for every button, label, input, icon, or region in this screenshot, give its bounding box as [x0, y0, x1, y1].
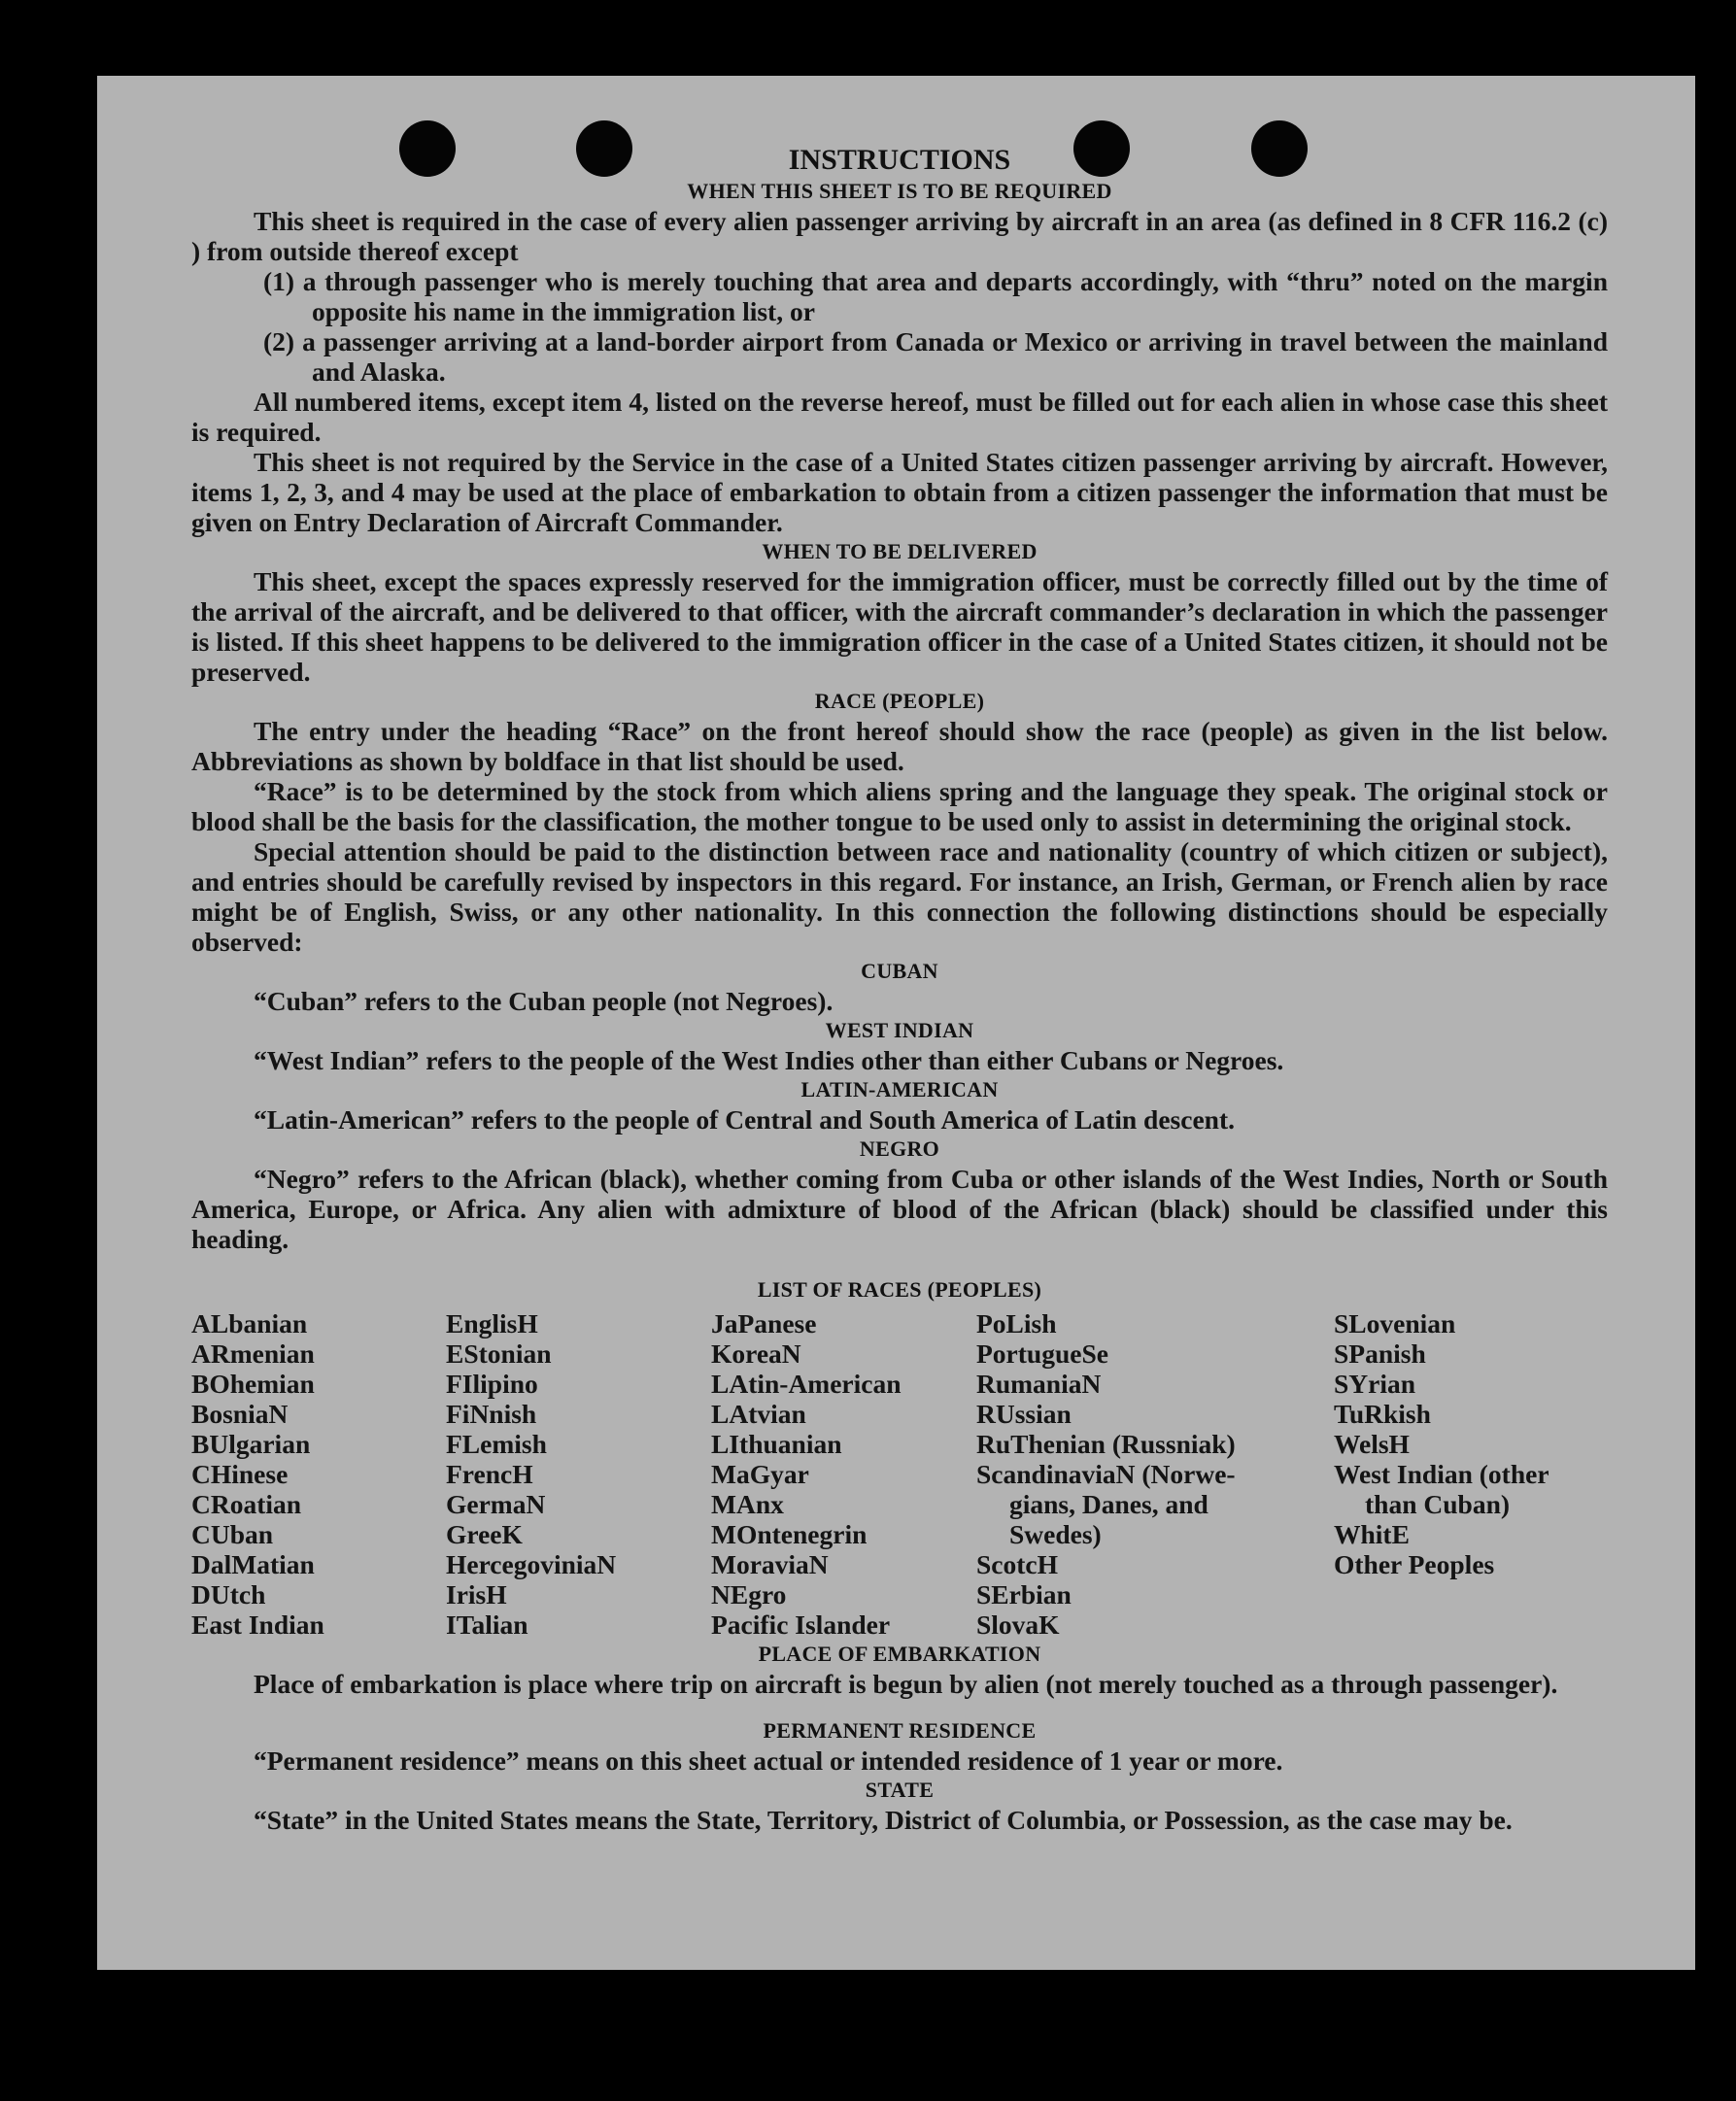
race-entry: HercegoviniaN: [446, 1549, 617, 1579]
races-column: [711, 1308, 976, 1640]
race-entry: SPanish: [1334, 1339, 1426, 1369]
paragraph: “Race” is to be determined by the stock from which aliens spring and the language they speak. The original stock or blood shall be the basis for the classification, the mother tongue to be used only to assist in determining the original stock.: [191, 776, 1608, 836]
race-entry: BOhemian: [191, 1369, 315, 1399]
section-heading: PLACE OF EMBARKATION: [758, 1642, 1041, 1666]
section-heading: STATE: [865, 1778, 935, 1802]
race-entry: CRoatian: [191, 1489, 302, 1519]
race-entry: MAnx: [711, 1489, 784, 1519]
race-entry: KoreaN: [711, 1339, 801, 1369]
race-entry: MoraviaN: [711, 1549, 829, 1579]
race-entry: SLovenian: [1334, 1308, 1456, 1339]
race-entry: BosniaN: [191, 1399, 289, 1429]
race-entry: GreeK: [446, 1519, 523, 1549]
race-entry: ITalian: [446, 1610, 528, 1640]
race-entry: NEgro: [711, 1579, 787, 1610]
race-entry: SlovaK: [976, 1610, 1060, 1640]
race-entry: EnglisH: [446, 1308, 538, 1339]
section-heading: RACE (PEOPLE): [814, 689, 985, 713]
list-item: (1) a through passenger who is merely touching that area and departs accordingly, with “thru” noted on the margin opposite his name in the immigration list, or: [263, 266, 1608, 326]
race-entry: ScotcH: [976, 1549, 1059, 1579]
paragraph: This sheet is required in the case of every alien passenger arriving by aircraft in an area (as defined in 8 CFR 116.2 (c) ) from outside thereof except: [191, 206, 1608, 266]
races-column: [1334, 1308, 1625, 1640]
race-entry: LAtvian: [711, 1399, 806, 1429]
section-heading: LIST OF RACES (PEOPLES): [757, 1277, 1042, 1302]
race-entry: RuThenian (Russniak): [976, 1429, 1236, 1459]
punch-hole: [576, 120, 632, 177]
paragraph: This sheet, except the spaces expressly reserved for the immigration officer, must be correctly filled out by the time of the arrival of the aircraft, and be delivered to that officer, with the aircraft commander’s declaration in which the passenger is listed. If this sheet happens to be delivered to the immigration officer in the case of a United States citizen, it should not be preserved.: [191, 566, 1608, 687]
races-column: [191, 1308, 446, 1640]
paragraph: The entry under the heading “Race” on the front hereof should show the race (people) as given in the list below. Abbreviations as shown by boldface in that list should be used.: [191, 716, 1608, 776]
race-entry: WhitE: [1334, 1519, 1410, 1549]
race-entry: CUban: [191, 1519, 274, 1549]
list-item: (2) a passenger arriving at a land-border airport from Canada or Mexico or arriving in travel between the mainland and Alaska.: [263, 326, 1608, 387]
race-entry: ScandinaviaN (Norwe-: [976, 1459, 1236, 1489]
race-entry: DalMatian: [191, 1549, 315, 1579]
section-heading: WEST INDIAN: [825, 1018, 974, 1042]
section-heading: LATIN-AMERICAN: [800, 1077, 999, 1101]
race-entry: BUlgarian: [191, 1429, 311, 1459]
race-entry: SYrian: [1334, 1369, 1416, 1399]
punch-hole: [399, 120, 456, 177]
race-entry: LAtin-American: [711, 1369, 902, 1399]
race-entry: DUtch: [191, 1579, 266, 1610]
races-column: [446, 1308, 711, 1640]
paragraph: Place of embarkation is place where trip on aircraft is begun by alien (not merely touched as a through passenger).: [254, 1669, 1558, 1699]
race-entry: ARmenian: [191, 1339, 315, 1369]
paragraph: “State” in the United States means the State, Territory, District of Columbia, or Possession, as the case may be.: [254, 1805, 1513, 1835]
race-entry: Swedes): [1009, 1519, 1102, 1549]
race-entry: West Indian (other: [1334, 1459, 1549, 1489]
race-entry: East Indian: [191, 1610, 324, 1640]
race-entry: SErbian: [976, 1579, 1072, 1610]
race-entry: Other Peoples: [1334, 1549, 1495, 1579]
race-entry: than Cuban): [1365, 1489, 1511, 1519]
race-entry: FiNnish: [446, 1399, 537, 1429]
race-entry: FrencH: [446, 1459, 533, 1489]
paragraph: “Cuban” refers to the Cuban people (not Negroes).: [254, 986, 834, 1016]
race-entry: FIlipino: [446, 1369, 538, 1399]
race-entry: MaGyar: [711, 1459, 809, 1489]
race-entry: PortugueSe: [976, 1339, 1108, 1369]
race-entry: GermaN: [446, 1489, 546, 1519]
section-heading: WHEN THIS SHEET IS TO BE REQUIRED: [687, 179, 1112, 203]
section-heading: CUBAN: [861, 959, 938, 983]
race-entry: RUssian: [976, 1399, 1072, 1429]
paragraph: All numbered items, except item 4, listed on the reverse hereof, must be filled out for each alien in whose case this sheet is required.: [191, 387, 1608, 447]
race-entry: PoLish: [976, 1308, 1057, 1339]
race-entry: MOntenegrin: [711, 1519, 868, 1549]
race-entry: CHinese: [191, 1459, 289, 1489]
race-entry: FLemish: [446, 1429, 547, 1459]
race-entry: LIthuanian: [711, 1429, 842, 1459]
document-sheet: [97, 76, 1695, 1970]
race-entry: JaPanese: [711, 1308, 817, 1339]
race-entry: Pacific Islander: [711, 1610, 891, 1640]
races-column: [976, 1308, 1334, 1640]
paragraph: “West Indian” refers to the people of the West Indies other than either Cubans or Negroes.: [254, 1045, 1284, 1075]
paragraph: “Permanent residence” means on this sheet actual or intended residence of 1 year or more.: [254, 1745, 1283, 1776]
paragraph: This sheet is not required by the Service in the case of a United States citizen passenger arriving by aircraft. However, items 1, 2, 3, and 4 may be used at the place of embarkation to obtain from a citizen passenger the information that must be given on Entry Declaration of Aircraft Commander.: [191, 447, 1608, 537]
race-entry: gians, Danes, and: [1009, 1489, 1208, 1519]
section-heading: PERMANENT RESIDENCE: [763, 1718, 1037, 1743]
races-list: [191, 1308, 1608, 1640]
race-entry: ALbanian: [191, 1308, 308, 1339]
section-heading: WHEN TO BE DELIVERED: [762, 539, 1038, 563]
race-entry: WelsH: [1334, 1429, 1410, 1459]
paragraph: Special attention should be paid to the distinction between race and nationality (country of which citizen or subject), and entries should be carefully revised by inspectors in this regard. For instance, an Irish, German, or French alien by race might be of English, Swiss, or any other nationality. In this connection the following distinctions should be especially observed:: [191, 836, 1608, 957]
race-entry: RumaniaN: [976, 1369, 1102, 1399]
punch-hole: [1073, 120, 1130, 177]
punch-hole: [1251, 120, 1308, 177]
paragraph: “Negro” refers to the African (black), whether coming from Cuba or other islands of the West Indies, North or South America, Europe, or Africa. Any alien with admixture of blood of the African (black) should be classified under this heading.: [191, 1164, 1608, 1254]
page-title: INSTRUCTIONS: [788, 144, 1011, 176]
race-entry: TuRkish: [1334, 1399, 1431, 1429]
paragraph: “Latin-American” refers to the people of Central and South America of Latin descent.: [254, 1104, 1235, 1135]
race-entry: IrisH: [446, 1579, 507, 1610]
race-entry: EStonian: [446, 1339, 552, 1369]
section-heading: NEGRO: [859, 1136, 940, 1161]
